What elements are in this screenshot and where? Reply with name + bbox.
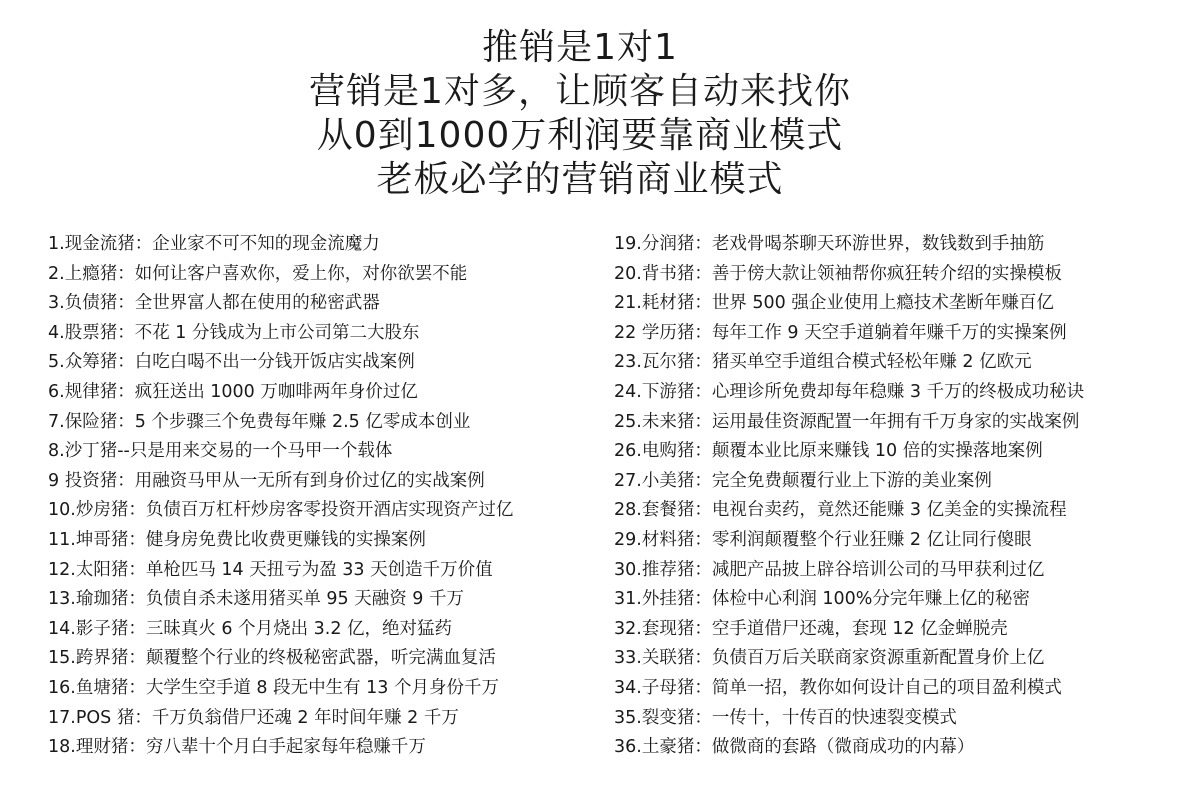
list-item: 8.沙丁猪--只是用来交易的一个马甲一个载体 <box>48 441 393 462</box>
headline-line-2: 营销是1对多，让顾客自动来找你 <box>309 71 851 112</box>
list-item: 33.关联猪：负债百万后关联商家资源重新配置身价上亿 <box>614 648 1045 669</box>
list-item: 4.股票猪：不花 1 分钱成为上市公司第二大股东 <box>48 322 420 343</box>
list-item: 7.保险猪：5 个步骤三个免费每年赚 2.5 亿零成本创业 <box>48 411 471 432</box>
left-list <box>48 230 608 763</box>
list-item: 10.炒房猪：负债百万杠杆炒房客零投资开酒店实现资产过亿 <box>48 500 514 521</box>
list-item: 35.裂变猪：一传十，十传百的快速裂变模式 <box>614 707 957 728</box>
list-item: 9 投资猪：用融资马甲从一无所有到身价过亿的实战案例 <box>48 470 485 491</box>
list-item: 19.分润猪：老戏骨喝茶聊天环游世界，数钱数到手抽筋 <box>614 234 1045 254</box>
list-item: 27.小美猪：完全免费颠覆行业上下游的美业案例 <box>614 470 992 491</box>
list-item: 20.背书猪：善于傍大款让领袖帮你疯狂转介绍的实操模板 <box>614 263 1062 284</box>
list-item: 12.太阳猪：单枪匹马 14 天扭亏为盈 33 天创造千万价值 <box>48 559 493 580</box>
list-item: 31.外挂猪：体检中心利润 100%分完年赚上亿的秘密 <box>614 589 1030 610</box>
list-item: 2.上瘾猪：如何让客户喜欢你，爱上你，对你欲罢不能 <box>48 263 468 284</box>
list-item: 36.土豪猪：做微商的套路（微商成功的内幕） <box>614 737 975 758</box>
list-item: 13.瑜珈猪：负债自杀未遂用猪买单 95 天融资 9 千万 <box>48 589 464 610</box>
list-item: 11.坤哥猪：健身房免费比收费更赚钱的实操案例 <box>48 529 426 550</box>
list-item: 32.套现猪：空手道借尸还魂，套现 12 亿金蝉脱壳 <box>614 618 1008 639</box>
list-item: 28.套餐猪：电视台卖药，竟然还能赚 3 亿美金的实操流程 <box>614 500 1067 521</box>
list-item: 16.鱼塘猪：大学生空手道 8 段无中生有 13 个月身份千万 <box>48 677 499 698</box>
list-item: 5.众筹猪：白吃白喝不出一分钱开饭店实战案例 <box>48 352 415 373</box>
list-item: 22 学历猪：每年工作 9 天空手道躺着年赚千万的实操案例 <box>614 322 1067 343</box>
headline-line-3: 从0到1000万利润要靠商业模式 <box>316 115 844 156</box>
headline <box>0 26 1160 202</box>
list-item: 17.POS 猪：千万负翁借尸还魂 2 年时间年赚 2 千万 <box>48 707 459 728</box>
headline-line-4: 老板必学的营销商业模式 <box>376 159 784 200</box>
list-item: 1.现金流猪：企业家不可不知的现金流魔力 <box>48 234 380 254</box>
list-item: 26.电购猪：颠覆本业比原来赚钱 10 倍的实操落地案例 <box>614 441 1043 462</box>
list-item: 15.跨界猪：颠覆整个行业的终极秘密武器，听完满血复活 <box>48 648 496 669</box>
right-list <box>614 230 1194 763</box>
list-item: 6.规律猪：疯狂送出 1000 万咖啡两年身价过亿 <box>48 381 418 402</box>
headline-line-1: 推销是1对1 <box>482 27 678 68</box>
list-item: 3.负债猪：全世界富人都在使用的秘密武器 <box>48 293 380 314</box>
list-item: 25.未来猪：运用最佳资源配置一年拥有千万身家的实战案例 <box>614 411 1080 432</box>
list-item: 14.影子猪：三昧真火 6 个月烧出 3.2 亿，绝对猛药 <box>48 618 453 639</box>
list-item: 34.子母猪：简单一招，教你如何设计自己的项目盈利模式 <box>614 677 1062 698</box>
list-item: 23.瓦尔猪：猪买单空手道组合模式轻松年赚 2 亿欧元 <box>614 352 1032 373</box>
list-item: 21.耗材猪：世界 500 强企业使用上瘾技术垄断年赚百亿 <box>614 293 1054 314</box>
list-item: 30.推荐猪：减肥产品披上辟谷培训公司的马甲获利过亿 <box>614 559 1045 580</box>
list-item: 18.理财猪：穷八辈十个月白手起家每年稳赚千万 <box>48 737 426 758</box>
list-item: 29.材料猪：零利润颠覆整个行业狂赚 2 亿让同行傻眼 <box>614 529 1032 550</box>
list-item: 24.下游猪：心理诊所免费却每年稳赚 3 千万的终极成功秘诀 <box>614 381 1085 402</box>
